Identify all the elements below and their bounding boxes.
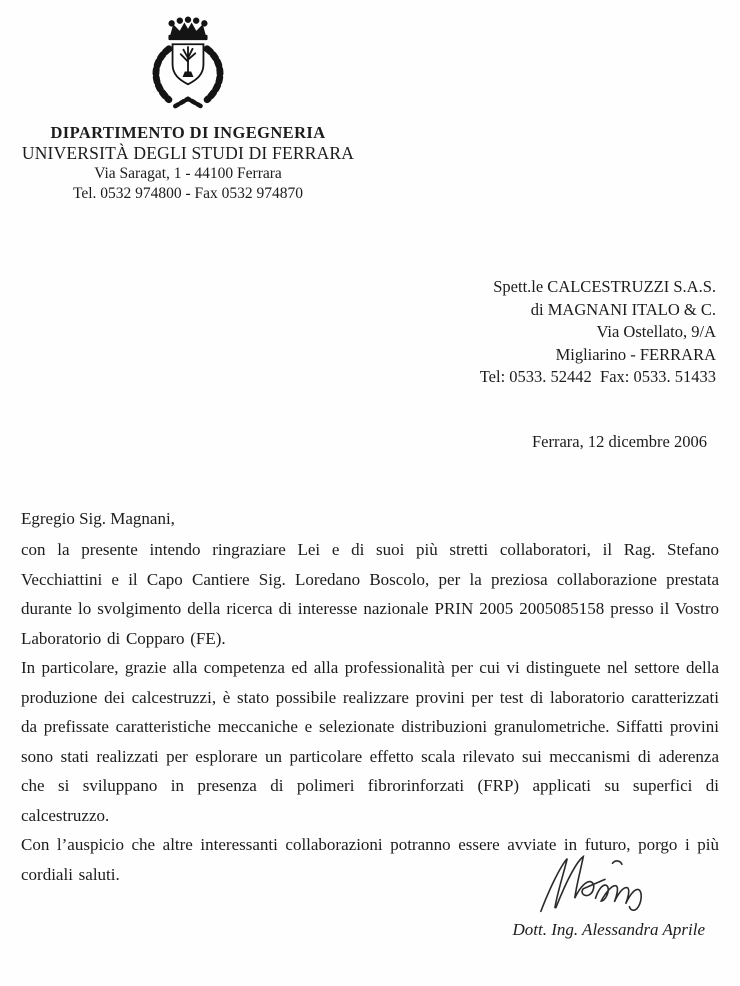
salutation: Egregio Sig. Magnani, [21,509,175,528]
letter-body [21,504,719,889]
paragraph-closing: Con l’auspicio che altre interessanti collaborazioni potranno essere avviate in futuro, porgo i più cordiali saluti. [21,835,719,884]
recipient-city: Migliarino - FERRARA [555,344,716,364]
letterhead [0,16,376,204]
paragraph-thanks: con la presente intendo ringraziare Lei e di suoi più stretti collaboratori, il Rag. Stefano Vecchiattini e il Capo Cantiere Sig. Loredano Boscolo, per la preziosa collaborazione prestata durante lo svolgimento della ricerca di interesse nazionale PRIN 2005 2005085158 presso il Vostro Laboratorio di Copparo (FE). [21,540,719,648]
signatory-name: Dott. Ing. Alessandra Aprile [512,920,705,939]
university-name: UNIVERSITÀ DEGLI STUDI DI FERRARA [21,143,355,163]
recipient-company: Spett.le CALCESTRUZZI S.A.S. [493,277,716,296]
paragraph-details: In particolare, grazie alla competenza ed alla professionalità per cui vi distinguete nel settore della produzione dei calcestruzzi, è stato possibile realizzare provini per test di laboratorio caratterizzati da prefissate caratteristiche meccaniche e selezionate distribuzioni granulometriche. Siffatti provini sono stati realizzati per esplorare un particolare effetto scala rilevato sui meccanismi di aderenza che si sviluppano in presenza di polimeri fibrorinforzati (FRP) applicati su superfici di calcestruzzo. [21,658,719,825]
recipient-block [480,276,716,389]
date-line: Ferrara, 12 dicembre 2006 [531,432,707,451]
university-crest-icon [138,16,238,118]
letterhead-phone-fax: Tel. 0532 974800 - Fax 0532 974870 [72,185,304,202]
department-name: DIPARTIMENTO DI INGEGNERIA [50,123,326,142]
letterhead-address: Via Saragat, 1 - 44100 Ferrara [94,165,282,182]
handwritten-signature-icon [528,852,663,918]
recipient-street: Via Ostellato, 9/A [596,322,716,341]
recipient-owner: di MAGNANI ITALO & C. [530,299,716,319]
recipient-phone-fax: Tel: 0533. 52442 Fax: 0533. 51433 [479,367,716,386]
